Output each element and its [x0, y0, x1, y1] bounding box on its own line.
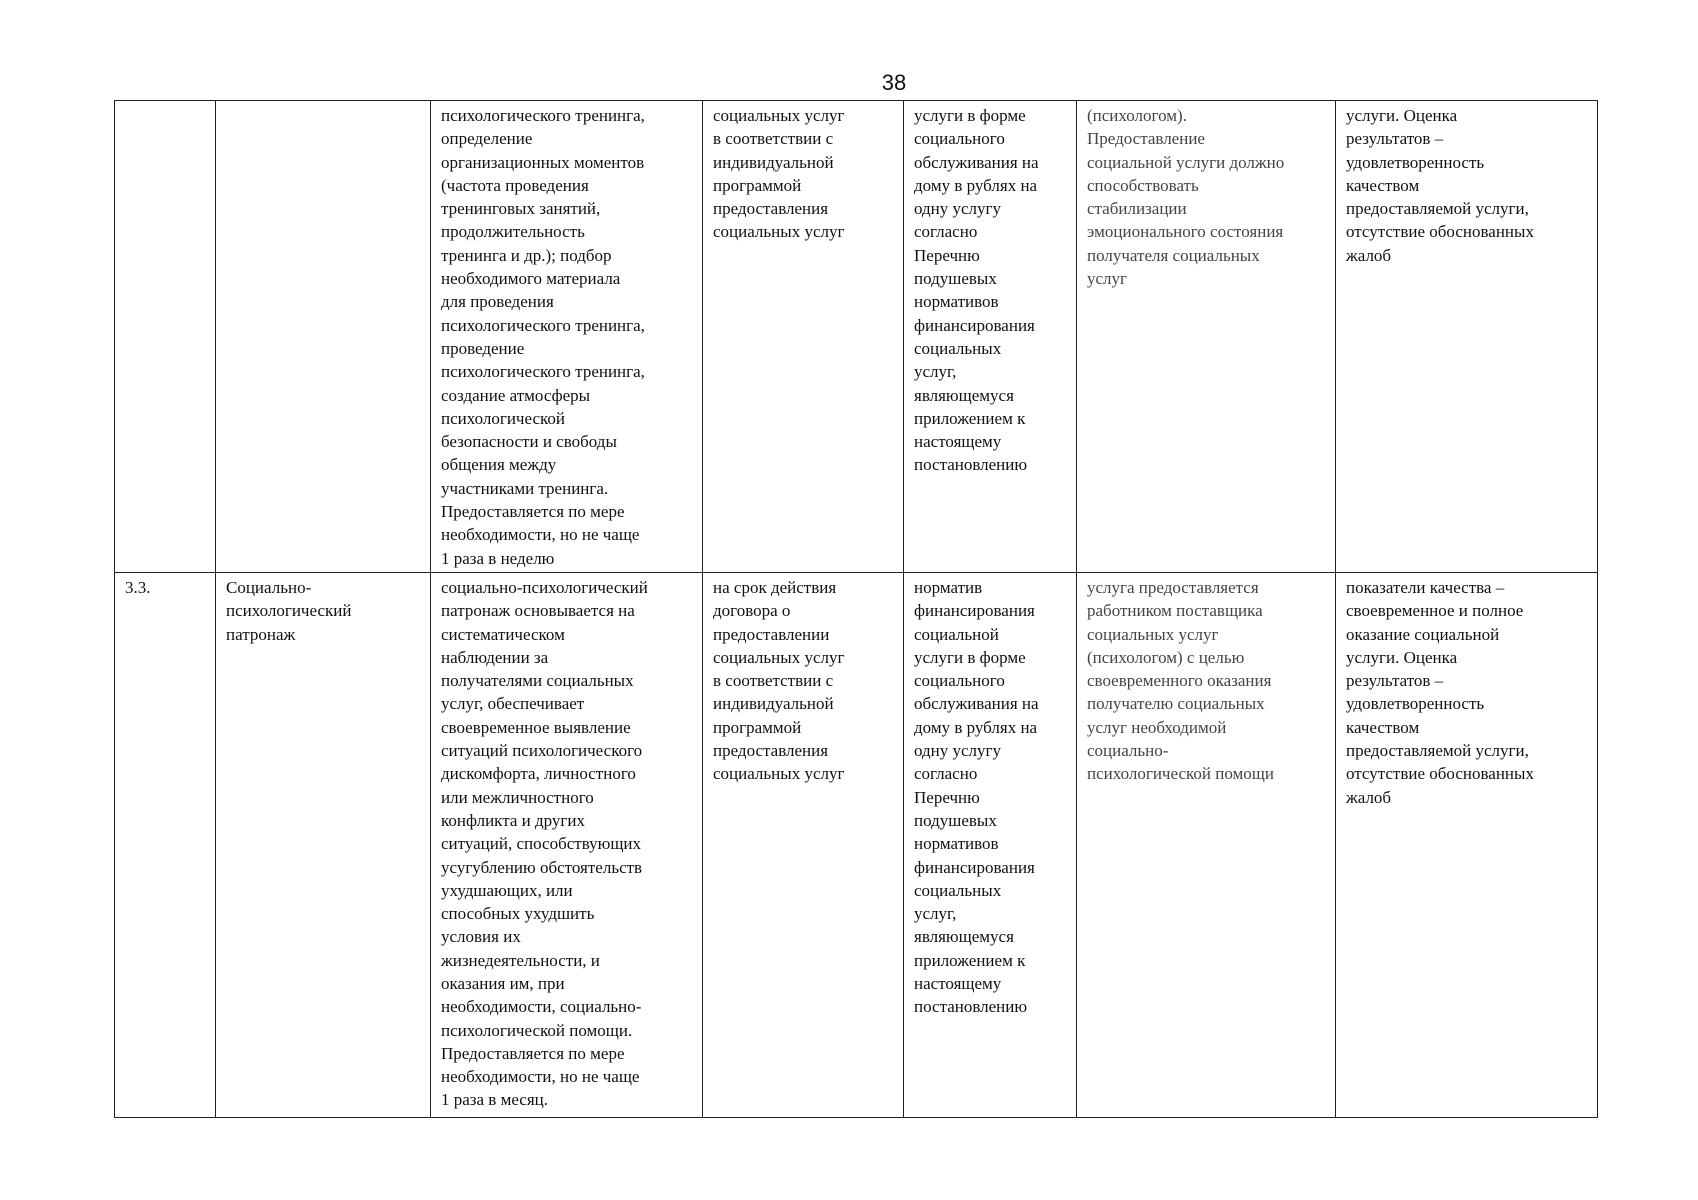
cell-service-content: социально-психологический патронаж основывается на систематическом наблюдении за получателями социальных услуг, обеспечивает своевременное выявление ситуаций психологического дискомфорта, личностного или межличностного конфликта и других ситуаций, способствующих усугублению обстоятельств ухудшающих, или способных ухудшить условия их жизнедеятельности, и оказания им, при необходимости, социально- психологической помощи. Предоставляется по мере необходимости, но не чаще 1 раза в месяц.: [431, 572, 703, 1117]
cell-term: социальных услуг в соответствии с индивидуальной программой предоставления социальных услуг: [703, 101, 904, 573]
table-row: [115, 101, 1598, 573]
cell-conditions: услуга предоставляется работником поставщика социальных услуг (психологом) с целью своевременного оказания получателю социальных услуг необходимой социально- психологической помощи: [1077, 572, 1336, 1117]
cell-service-name: [216, 101, 431, 573]
cell-service-name: Социально- психологический патронаж: [216, 572, 431, 1117]
cell-number: 3.3.: [115, 572, 216, 1117]
page-number: 38: [881, 70, 907, 95]
cell-service-content: психологического тренинга, определение организационных моментов (частота проведения тренинговых занятий, продолжительность тренинга и др.); подбор необходимого материала для проведения психологического тренинга, проведение психологического тренинга, создание атмосферы психологической безопасности и свободы общения между участниками тренинга. Предоставляется по мере необходимости, но не чаще 1 раза в неделю: [431, 101, 703, 573]
cell-term: на срок действия договора о предоставлении социальных услуг в соответствии с индивидуальной программой предоставления социальных услуг: [703, 572, 904, 1117]
cell-quality-indicators: услуги. Оценка результатов – удовлетворенность качеством предоставляемой услуги, отсутствие обоснованных жалоб: [1336, 101, 1598, 573]
cell-funding-norm: услуги в форме социального обслуживания на дому в рублях на одну услугу согласно Перечню подушевых нормативов финансирования социальных услуг, являющемуся приложением к настоящему постановлению: [904, 101, 1077, 573]
services-table: [114, 100, 1598, 1118]
table-row: [115, 572, 1598, 1117]
cell-funding-norm: норматив финансирования социальной услуги в форме социального обслуживания на дому в рублях на одну услугу согласно Перечню подушевых нормативов финансирования социальных услуг, являющемуся приложением к настоящему постановлению: [904, 572, 1077, 1117]
cell-number: [115, 101, 216, 573]
cell-quality-indicators: показатели качества – своевременное и полное оказание социальной услуги. Оценка результатов – удовлетворенность качеством предоставляемой услуги, отсутствие обоснованных жалоб: [1336, 572, 1598, 1117]
cell-conditions: (психологом). Предоставление социальной услуги должно способствовать стабилизации эмоционального состояния получателя социальных услуг: [1077, 101, 1336, 573]
